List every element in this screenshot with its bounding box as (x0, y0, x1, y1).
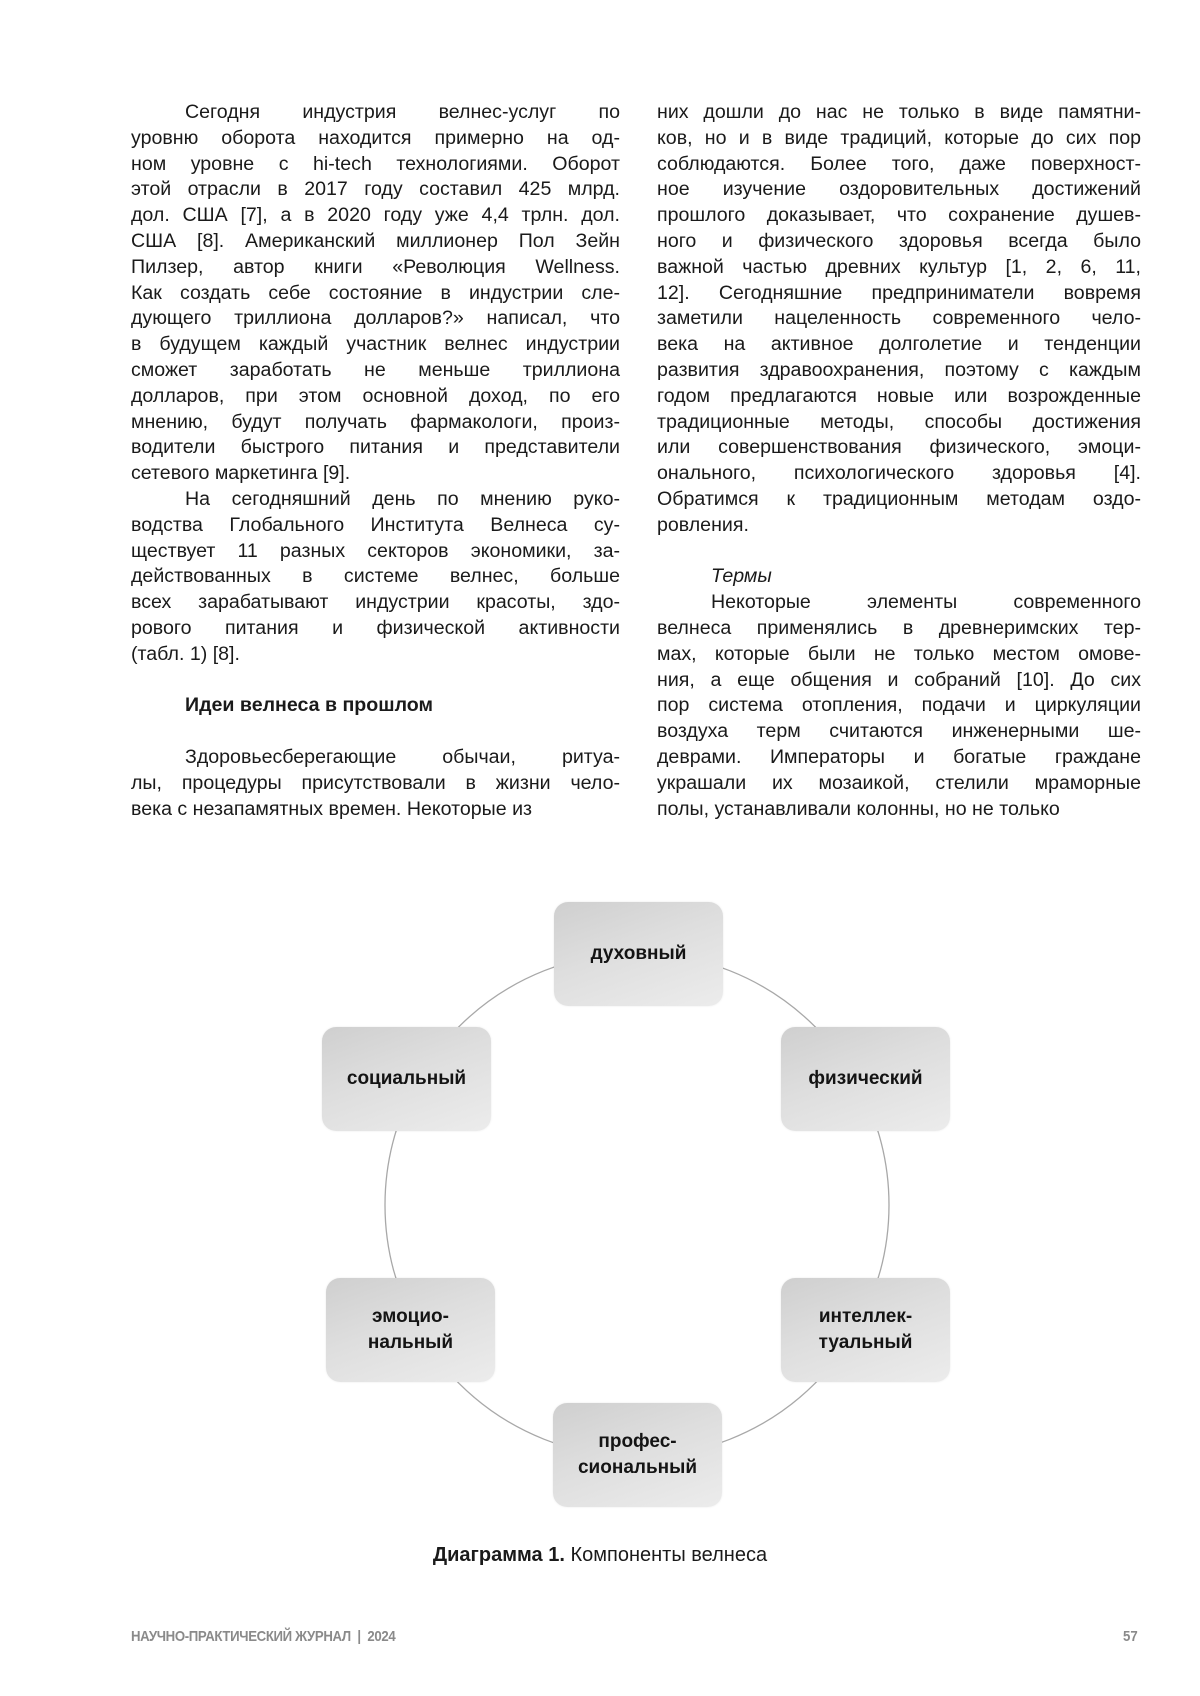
text-line: ния, а еще общения и собраний [10]. До сих (657, 668, 1141, 691)
text-line: долларов, при этом основной доход, по его (131, 384, 620, 407)
text-line: онального, психологического здоровья [4]. (657, 462, 1141, 485)
text-line: водства Глобального Института Велнеса су- (131, 513, 620, 536)
text-line: заметили нацеленность современного чело- (657, 307, 1141, 330)
node-label: эмоцио- нальный (367, 1306, 454, 1353)
text-line: (табл. 1) [8]. (131, 642, 240, 665)
text-line: мнению, будут получать фармакологи, произ- (131, 410, 620, 433)
node-label: духовный (590, 943, 687, 964)
text-line: Обратимся к традиционным методам оздо- (657, 487, 1141, 510)
text-line: сможет заработать не меньше триллиона (131, 358, 620, 381)
node-label: физический (808, 1068, 923, 1089)
caption-text: Компоненты велнеса (564, 1544, 768, 1566)
text-line: века с незапамятных времен. Некоторые из (131, 797, 533, 820)
text-line: уровню оборота находится примерно на од- (131, 126, 620, 149)
text-line: мах, которые были не только местом омове- (657, 642, 1141, 665)
diagram-caption (0, 1542, 1200, 1568)
text-line: этой отрасли в 2017 году составил 425 млрд. (131, 178, 620, 201)
text-line: важной частью древних культур [1, 2, 6, 11, (657, 255, 1141, 278)
text-line: ровления. (657, 513, 749, 536)
text-line: ном уровне с hi-tech технологиями. Оборот (131, 152, 620, 175)
text-line: всех зарабатывают индустрии красоты, здо- (131, 591, 620, 614)
text-line: соблюдаются. Более того, даже поверхност- (657, 152, 1141, 175)
subheading-terms: Термы (711, 565, 772, 588)
node-emotional (326, 1278, 495, 1382)
text-line: в будущем каждый участник велнес индустрии (131, 333, 620, 356)
text-line: велнеса применялись в древнеримских тер- (657, 616, 1141, 639)
text-line: лы, процедуры присутствовали в жизни чело- (131, 771, 620, 794)
text-line: ществует 11 разных секторов экономики, за- (131, 539, 620, 562)
text-line: ков, но и в виде традиций, которые до сих пор (657, 126, 1141, 149)
text-line: 12]. Сегодняшние предприниматели вовремя (657, 281, 1141, 304)
node-spiritual (554, 902, 723, 1006)
right-paragraph-1 (657, 100, 1141, 539)
text-line: Здоровьесберегающие обычаи, ритуа- (185, 745, 620, 768)
node-physical (781, 1027, 950, 1131)
text-line: Пилзер, автор книги «Революция Wellness. (131, 255, 620, 278)
text-line: украшали их мозаикой, стелили мраморные (657, 771, 1141, 794)
caption-label: Диаграмма 1. (432, 1544, 565, 1566)
left-paragraph-1 (131, 100, 620, 487)
diagram-ring (385, 953, 889, 1457)
text-line: Как создать себе состояние в индустрии сле- (131, 281, 620, 304)
text-line: воздуха терм считаются инженерными ше- (657, 720, 1141, 743)
text-line: На сегодняшний день по мнению руко- (185, 487, 620, 510)
footer-journal: НАУЧНО-ПРАКТИЧЕСКИЙ ЖУРНАЛ | 2024 (131, 1628, 396, 1645)
left-paragraph-3 (131, 745, 620, 822)
node-label: профес- сиональный (577, 1431, 698, 1478)
text-line: годом предлагаются новые или возрожденные (657, 384, 1141, 407)
text-line: века на активное долголетие и тенденции (657, 333, 1141, 356)
text-line: водители быстрого питания и представители (131, 436, 620, 459)
text-line: ного и физического здоровья всегда было (657, 229, 1141, 252)
text-line: традиционные методы, способы достижения (657, 410, 1141, 433)
text-line: Некоторые элементы современного (711, 591, 1141, 614)
text-line: действованных в системе велнес, больше (131, 565, 620, 588)
text-line: Сегодня индустрия велнес-услуг по (185, 101, 620, 123)
section-heading: Идеи велнеса в прошлом (185, 694, 433, 717)
text-line: полы, устанавливали колонны, но не только (657, 797, 1060, 820)
text-line: прошлого доказывает, что сохранение душев- (657, 204, 1141, 227)
text-line: США [8]. Американский миллионер Пол Зейн (131, 229, 620, 252)
node-label: интеллек- туальный (818, 1306, 913, 1353)
text-line: рового питания и физической активности (131, 616, 620, 639)
node-label: социальный (346, 1068, 467, 1089)
text-line: ное изучение оздоровительных достижений (657, 178, 1141, 201)
text-line: развития здравоохранения, поэтому с каждым (657, 358, 1141, 381)
text-line: или совершенствования физического, эмоци- (657, 436, 1141, 459)
page-number: 57 (1123, 1628, 1138, 1645)
text-line: деврами. Императоры и богатые граждане (657, 745, 1141, 768)
node-social (322, 1027, 491, 1131)
text-line: сетевого маркетинга [9]. (131, 462, 351, 485)
text-line: пор система отопления, подачи и циркуляции (657, 694, 1141, 717)
right-column (657, 100, 1141, 822)
node-professional (553, 1403, 722, 1507)
left-column (131, 100, 620, 822)
node-intellectual (781, 1278, 950, 1382)
text-line: дол. США [7], а в 2020 году уже 4,4 трлн. дол. (131, 204, 620, 227)
text-line: них дошли до нас не только в виде памятни- (657, 101, 1141, 123)
text-line: дующего триллиона долларов?» написал, что (131, 307, 620, 330)
left-paragraph-2 (131, 487, 620, 668)
right-paragraph-2 (657, 590, 1141, 822)
